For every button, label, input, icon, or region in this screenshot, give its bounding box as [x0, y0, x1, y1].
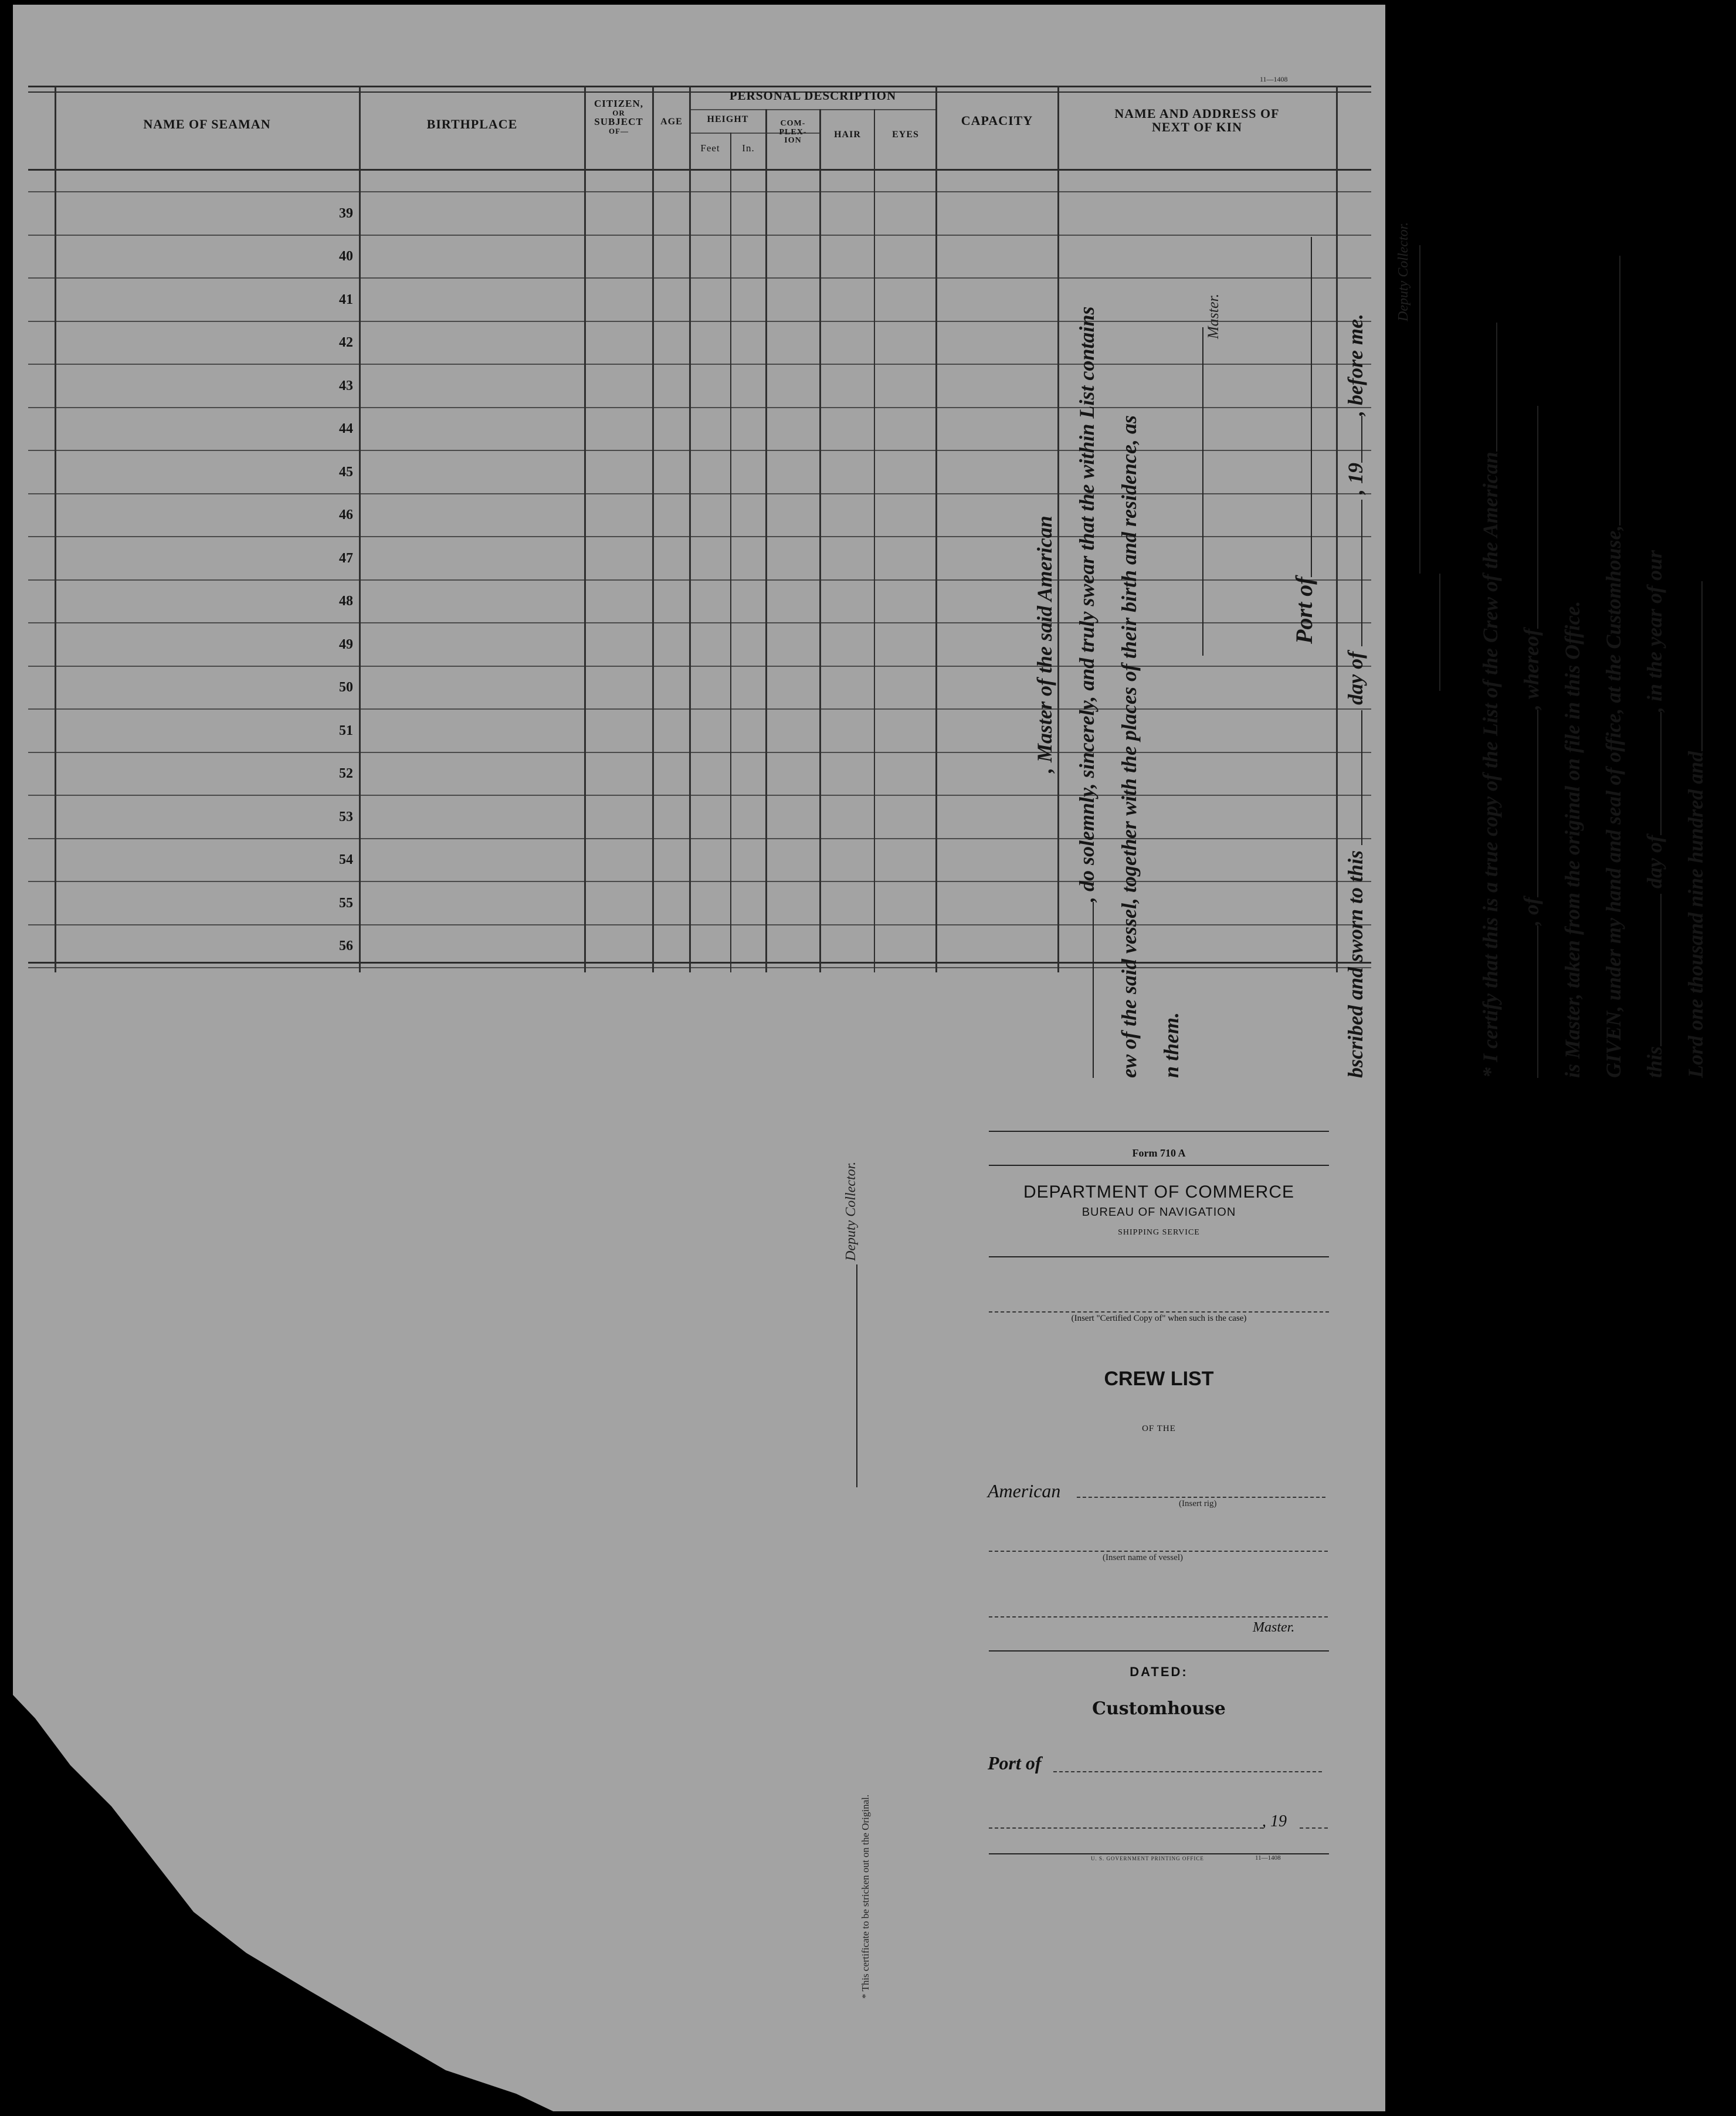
row-number: 52 [339, 766, 353, 781]
row-number: 39 [339, 206, 353, 221]
american-label: American [988, 1480, 1061, 1501]
affidavit-line-crew-of: ew of the said vessel, together with the places of their birth and residence, as [1117, 415, 1141, 1078]
row-number: 55 [339, 896, 353, 911]
header-feet: Feet [700, 143, 720, 154]
header-citizen: CITIZEN, OR SUBJECT OF— [594, 98, 644, 136]
header-eyes: EYES [892, 130, 919, 140]
header-personal-description: PERSONAL DESCRIPTION [729, 89, 897, 103]
insert-rig-note: (Insert rig) [1179, 1499, 1217, 1508]
header-capacity: CAPACITY [961, 113, 1033, 128]
affidavit-line-them: n them. [1159, 1012, 1183, 1078]
deputy-signature-2 [856, 1264, 880, 1487]
affidavit-line-given: GIVEN, under my hand and seal of office, at the Customhouse, [1601, 140, 1636, 1078]
deputy-signature-line-1 [1419, 245, 1420, 574]
deputy-collector-label-1: Deputy Collector. [1396, 222, 1411, 321]
header-birthplace: BIRTHPLACE [426, 117, 518, 131]
service-title: SHIPPING SERVICE [1118, 1228, 1200, 1237]
bureau-title: BUREAU OF NAVIGATION [1081, 1206, 1236, 1219]
affidavit-line-is-master: is Master, taken from the original on file in this Office. [1561, 601, 1584, 1078]
header-complexion: COM- PLEX- ION [779, 119, 807, 145]
row-number: 44 [339, 421, 353, 436]
dated-label: DATED: [1130, 1664, 1188, 1679]
form-id-bottom: 11—1408 [1255, 1854, 1281, 1861]
affidavit-line-lord: Lord one thousand nine hundred and [1683, 140, 1718, 1078]
header-name-of-seaman: NAME OF SEAMAN [143, 117, 271, 131]
header-height: HEIGHT [707, 114, 749, 124]
affidavit-line-this-day: this day of, in the year of our [1643, 550, 1666, 1078]
header-next-of-kin: NAME AND ADDRESS OF NEXT OF KIN [1114, 106, 1280, 135]
row-number: 48 [339, 594, 353, 609]
row-number: 51 [339, 723, 353, 738]
deputy-collector-label-2: Deputy Collector. [843, 1161, 859, 1261]
row-number: 41 [339, 292, 353, 307]
header-inches: In. [742, 143, 755, 154]
row-number: 42 [339, 335, 353, 350]
row-number: 56 [339, 938, 353, 954]
insert-certified-copy-note: (Insert "Certified Copy of" when such is the case) [1071, 1314, 1247, 1323]
header-hair: HAIR [834, 130, 861, 140]
row-number: 54 [339, 852, 353, 867]
year-field-label: , 19 [1262, 1812, 1287, 1830]
row-number: 45 [339, 464, 353, 480]
customhouse-label: Customhouse [1092, 1698, 1226, 1719]
master-field-label: Master. [1253, 1620, 1295, 1635]
form-number: Form 710 A [1132, 1147, 1186, 1159]
affidavit-line-of-whereof: , of, whereof [1519, 140, 1554, 1078]
affidavit-line-swear: , do solemnly, sincerely, and truly swear that the within List contains [1074, 140, 1110, 1078]
row-number: 40 [339, 249, 353, 264]
row-number: 46 [339, 507, 353, 523]
row-number: 50 [339, 680, 353, 695]
affidavit-line-certify: * I certify that this is a true copy of the List of the Crew of the American [1478, 140, 1513, 1078]
row-number: 43 [339, 378, 353, 394]
row-number: 47 [339, 551, 353, 566]
master-label: Master. [1205, 293, 1222, 339]
affidavit-line-master-of: , Master of the said American [1033, 516, 1056, 773]
printing-office-label: U. S. GOVERNMENT PRINTING OFFICE [1091, 1856, 1204, 1861]
form-id-top: 11—1408 [1260, 75, 1288, 83]
short-divider [1439, 574, 1440, 691]
header-age: AGE [660, 117, 683, 127]
row-number: 49 [339, 637, 353, 652]
master-signature-line [1202, 327, 1203, 656]
of-the-label: OF THE [1142, 1424, 1176, 1433]
affidavit-line-port-of: Port of [1290, 140, 1325, 1078]
department-title: DEPARTMENT OF COMMERCE [1023, 1182, 1295, 1202]
crew-list-title: CREW LIST [1104, 1368, 1214, 1390]
footnote: * This certificate to be stricken out on the Original. [860, 1794, 871, 1999]
affidavit-line-subscribed: bscribed and sworn to this day of , 19, before me. [1344, 314, 1367, 1078]
row-number: 53 [339, 809, 353, 825]
port-of-label: Port of [988, 1752, 1042, 1773]
insert-vessel-note: (Insert name of vessel) [1103, 1553, 1184, 1562]
affidavit-block [921, 140, 1736, 1078]
